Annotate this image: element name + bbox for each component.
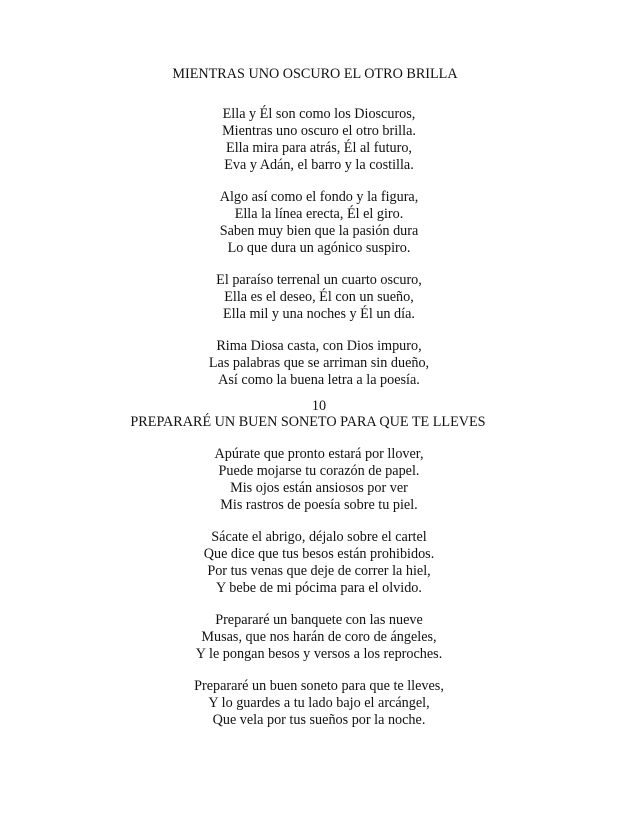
verse-line: Mis rastros de poesía sobre tu piel. <box>220 497 418 513</box>
verse-line: Algo así como el fondo y la figura, <box>219 189 419 205</box>
verse-line: Que vela por tus sueños por la noche. <box>212 712 426 728</box>
verse-line: Y lo guardes a tu lado bajo el arcángel, <box>208 695 430 711</box>
verse-line: Ella mira para atrás, Él al futuro, <box>226 140 412 156</box>
poem-title: MIENTRAS UNO OSCURO EL OTRO BRILLA <box>172 66 458 82</box>
verse-line: Lo que dura un agónico suspiro. <box>227 240 411 256</box>
verse-line: Por tus venas que deje de correr la hiel, <box>207 563 431 579</box>
verse-line: Eva y Adán, el barro y la costilla. <box>224 157 414 173</box>
verse-line: Las palabras que se arriman sin dueño, <box>208 355 430 371</box>
verse-line: Ella la línea erecta, Él el giro. <box>234 206 404 222</box>
verse-line: Ella mil y una noches y Él un día. <box>223 306 415 322</box>
verse-line: Ella y Él son como los Dioscuros, <box>222 106 416 122</box>
verse-line: Que dice que tus besos están prohibidos. <box>203 546 435 562</box>
verse-line: Y bebe de mi pócima para el olvido. <box>216 580 422 596</box>
verse-line: Ella es el deseo, Él con un sueño, <box>224 289 414 305</box>
verse-line: Sácate el abrigo, déjalo sobre el cartel <box>211 529 427 545</box>
verse-line: Saben muy bien que la pasión dura <box>219 223 419 239</box>
verse-line: Prepararé un banquete con las nueve <box>215 612 423 628</box>
verse-line: Así como la buena letra a la poesía. <box>218 372 420 388</box>
verse-line: Mis ojos están ansiosos por ver <box>230 480 408 496</box>
verse-line: Rima Diosa casta, con Dios impuro, <box>216 338 422 354</box>
verse-line: El paraíso terrenal un cuarto oscuro, <box>216 272 422 288</box>
verse-line: Y le pongan besos y versos a los reproches. <box>195 646 443 662</box>
verse-line: Puede mojarse tu corazón de papel. <box>218 463 420 479</box>
poem-number: 10 <box>311 398 327 414</box>
verse-line: Prepararé un buen soneto para que te lleves, <box>194 678 444 694</box>
verse-line: Apúrate que pronto estará por llover, <box>214 446 424 462</box>
poem-title: PREPARARÉ UN BUEN SONETO PARA QUE TE LLEVES <box>130 414 486 430</box>
verse-line: Musas, que nos harán de coro de ángeles, <box>201 629 437 645</box>
verse-line: Mientras uno oscuro el otro brilla. <box>222 123 416 139</box>
